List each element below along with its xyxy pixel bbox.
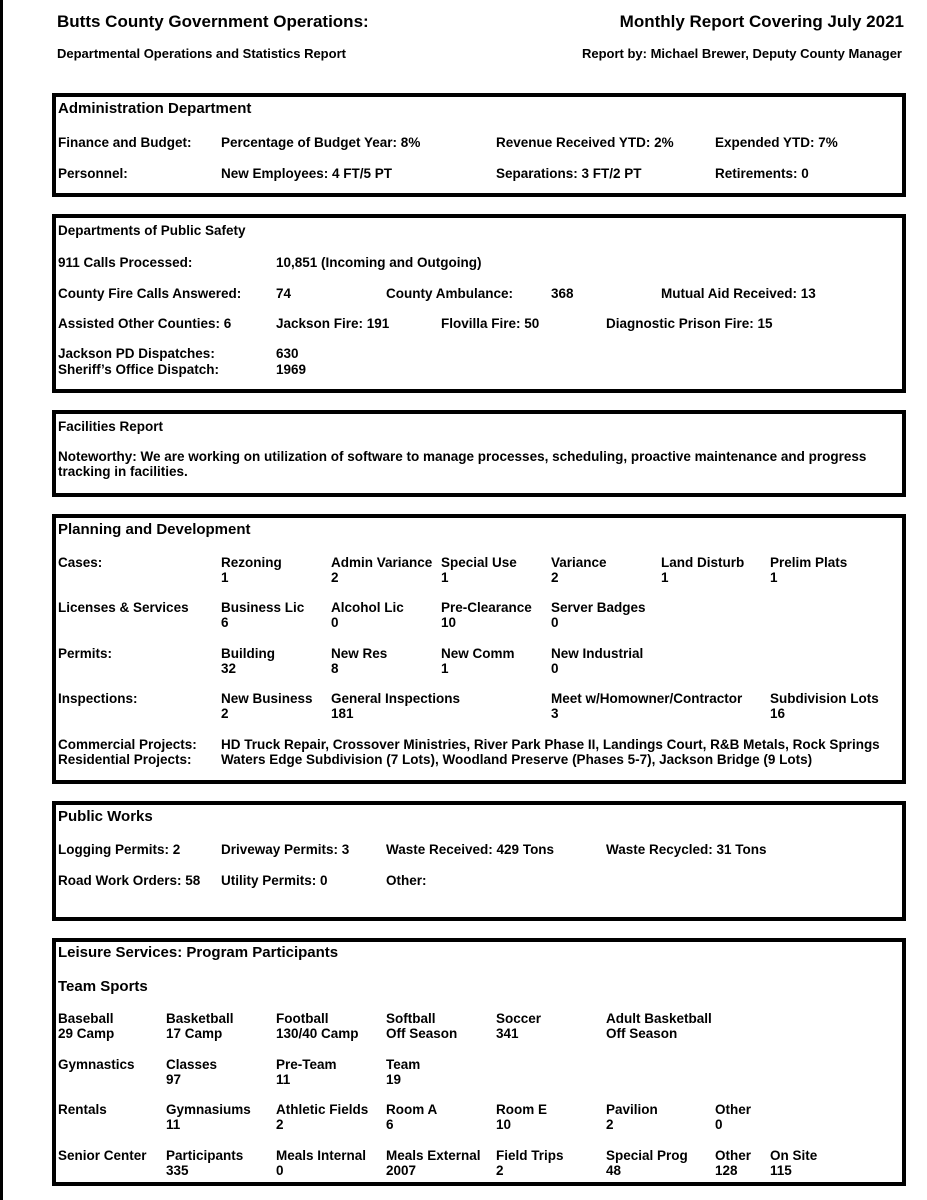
stat-label-team: Team bbox=[386, 1057, 421, 1072]
stat-value-participants: 335 bbox=[166, 1163, 189, 1178]
section-title: Departments of Public Safety bbox=[58, 223, 246, 238]
row-label-gymnastics: Gymnastics bbox=[58, 1057, 135, 1072]
ambulance-label: County Ambulance: bbox=[386, 286, 514, 301]
stat-label-meet-w-homowner-contractor: Meet w/Homowner/Contractor bbox=[551, 691, 743, 706]
stat-label-participants: Participants bbox=[166, 1148, 244, 1163]
row-label-permits: Permits: bbox=[58, 646, 113, 661]
stat-label-admin-variance: Admin Variance bbox=[331, 555, 433, 570]
sheriff-value: 1969 bbox=[276, 362, 307, 377]
stat-value-prelim-plats: 1 bbox=[770, 570, 778, 585]
row-label-licenses-services: Licenses & Services bbox=[58, 600, 189, 615]
stat-value-building: 32 bbox=[221, 661, 237, 676]
stat-label-subdivision-lots: Subdivision Lots bbox=[770, 691, 879, 706]
stat-label-soccer: Soccer bbox=[496, 1011, 542, 1026]
row-label-senior-center: Senior Center bbox=[58, 1148, 147, 1163]
stat-value-rezoning: 1 bbox=[221, 570, 229, 585]
stat-value-basketball: 17 Camp bbox=[166, 1026, 223, 1041]
flovilla-fire-stat: Flovilla Fire: 50 bbox=[441, 316, 540, 331]
logging-permits-stat: Logging Permits: 2 bbox=[58, 842, 181, 857]
revenue-stat: Revenue Received YTD: 2% bbox=[496, 135, 674, 150]
stat-value-other: 128 bbox=[715, 1163, 738, 1178]
team-sports-heading: Team Sports bbox=[58, 978, 148, 995]
stat-label-on-site: On Site bbox=[770, 1148, 818, 1163]
personnel-label: Personnel: bbox=[58, 166, 128, 181]
stat-label-field-trips: Field Trips bbox=[496, 1148, 564, 1163]
expended-stat: Expended YTD: 7% bbox=[715, 135, 838, 150]
stat-value-business-lic: 6 bbox=[221, 615, 229, 630]
stat-label-pavilion: Pavilion bbox=[606, 1102, 658, 1117]
stat-value-alcohol-lic: 0 bbox=[331, 615, 339, 630]
stat-label-meals-internal: Meals Internal bbox=[276, 1148, 367, 1163]
stat-label-pre-clearance: Pre-Clearance bbox=[441, 600, 532, 615]
stat-value-classes: 97 bbox=[166, 1072, 182, 1087]
public-safety-section bbox=[52, 214, 906, 393]
diagnostic-fire-stat: Diagnostic Prison Fire: 15 bbox=[606, 316, 773, 331]
budget-year-stat: Percentage of Budget Year: 8% bbox=[221, 135, 421, 150]
stat-label-new-comm: New Comm bbox=[441, 646, 515, 661]
stat-value-new-industrial: 0 bbox=[551, 661, 559, 676]
stat-value-baseball: 29 Camp bbox=[58, 1026, 115, 1041]
stat-value-team: 19 bbox=[386, 1072, 402, 1087]
administration-section bbox=[52, 93, 906, 197]
stat-label-general-inspections: General Inspections bbox=[331, 691, 461, 706]
stat-value-new-business: 2 bbox=[221, 706, 229, 721]
stat-value-pavilion: 2 bbox=[606, 1117, 614, 1132]
stat-value-special-use: 1 bbox=[441, 570, 449, 585]
separations-stat: Separations: 3 FT/2 PT bbox=[496, 166, 642, 181]
section-title: Facilities Report bbox=[58, 419, 164, 434]
residential-projects-label: Residential Projects: bbox=[58, 752, 192, 767]
stat-value-subdivision-lots: 16 bbox=[770, 706, 786, 721]
stat-label-other: Other bbox=[715, 1102, 752, 1117]
stat-value-new-res: 8 bbox=[331, 661, 339, 676]
stat-label-softball: Softball bbox=[386, 1011, 436, 1026]
report-author: Report by: Michael Brewer, Deputy County Manager bbox=[581, 46, 902, 61]
utility-permits-stat: Utility Permits: 0 bbox=[221, 873, 328, 888]
stat-label-special-prog: Special Prog bbox=[606, 1148, 688, 1163]
stat-value-special-prog: 48 bbox=[606, 1163, 622, 1178]
stat-label-business-lic: Business Lic bbox=[221, 600, 305, 615]
stat-value-meet-w-homowner-contractor: 3 bbox=[551, 706, 559, 721]
commercial-projects-label: Commercial Projects: bbox=[58, 737, 197, 752]
mutual-aid-stat: Mutual Aid Received: 13 bbox=[661, 286, 816, 301]
facilities-note-line1: Noteworthy: We are working on utilization of software to manage processes, scheduling, proactive maintenance and progress bbox=[58, 449, 867, 464]
stat-label-special-use: Special Use bbox=[441, 555, 517, 570]
stat-value-admin-variance: 2 bbox=[331, 570, 339, 585]
fire-calls-label: County Fire Calls Answered: bbox=[58, 286, 242, 301]
stat-label-baseball: Baseball bbox=[58, 1011, 114, 1026]
stat-label-classes: Classes bbox=[166, 1057, 218, 1072]
stat-label-athletic-fields: Athletic Fields bbox=[276, 1102, 369, 1117]
stat-label-new-res: New Res bbox=[331, 646, 388, 661]
jackson-fire-stat: Jackson Fire: 191 bbox=[276, 316, 390, 331]
facilities-section bbox=[52, 410, 906, 497]
stat-value-field-trips: 2 bbox=[496, 1163, 504, 1178]
stat-label-other: Other bbox=[715, 1148, 752, 1163]
stat-value-adult-basketball: Off Season bbox=[606, 1026, 678, 1041]
facilities-note-line2: tracking in facilities. bbox=[58, 464, 188, 479]
row-label-rentals: Rentals bbox=[58, 1102, 107, 1117]
stat-label-gymnasiums: Gymnasiums bbox=[166, 1102, 251, 1117]
stat-label-room-a: Room A bbox=[386, 1102, 438, 1117]
stat-value-variance: 2 bbox=[551, 570, 559, 585]
ambulance-value: 368 bbox=[551, 286, 574, 301]
stat-value-on-site: 115 bbox=[770, 1163, 792, 1178]
stat-value-new-comm: 1 bbox=[441, 661, 449, 676]
driveway-permits-stat: Driveway Permits: 3 bbox=[221, 842, 350, 857]
stat-value-server-badges: 0 bbox=[551, 615, 559, 630]
commercial-projects-value: HD Truck Repair, Crossover Ministries, River Park Phase II, Landings Court, R&B Metals, Rock Springs bbox=[221, 737, 880, 752]
section-title: Public Works bbox=[58, 808, 153, 825]
stat-value-gymnasiums: 11 bbox=[166, 1117, 181, 1132]
waste-recycled-stat: Waste Recycled: 31 Tons bbox=[606, 842, 767, 857]
stat-label-variance: Variance bbox=[551, 555, 607, 570]
stat-value-softball: Off Season bbox=[386, 1026, 458, 1041]
waste-received-stat: Waste Received: 429 Tons bbox=[386, 842, 555, 857]
section-title: Leisure Services: Program Participants bbox=[58, 944, 339, 961]
stat-value-other: 0 bbox=[715, 1117, 723, 1132]
stat-value-pre-clearance: 10 bbox=[441, 615, 457, 630]
stat-label-new-industrial: New Industrial bbox=[551, 646, 644, 661]
calls-value: 10,851 (Incoming and Outgoing) bbox=[276, 255, 482, 270]
row-label-cases: Cases: bbox=[58, 555, 103, 570]
section-title: Planning and Development bbox=[58, 521, 251, 538]
stat-value-football: 130/40 Camp bbox=[276, 1026, 359, 1041]
stat-label-pre-team: Pre-Team bbox=[276, 1057, 337, 1072]
fire-calls-value: 74 bbox=[276, 286, 292, 301]
jackson-pd-label: Jackson PD Dispatches: bbox=[58, 346, 215, 361]
stat-label-building: Building bbox=[221, 646, 275, 661]
stat-value-athletic-fields: 2 bbox=[276, 1117, 284, 1132]
stat-value-general-inspections: 181 bbox=[331, 706, 354, 721]
stat-label-server-badges: Server Badges bbox=[551, 600, 646, 615]
report-period: Monthly Report Covering July 2021 bbox=[619, 12, 904, 31]
stat-value-meals-external: 2007 bbox=[386, 1163, 417, 1178]
road-work-stat: Road Work Orders: 58 bbox=[58, 873, 201, 888]
stat-label-land-disturb: Land Disturb bbox=[661, 555, 745, 570]
page-edge-rule bbox=[0, 0, 3, 1200]
public-works-section bbox=[52, 801, 906, 921]
jackson-pd-value: 630 bbox=[276, 346, 299, 361]
report-title: Butts County Government Operations: bbox=[57, 12, 369, 31]
new-employees-stat: New Employees: 4 FT/5 PT bbox=[221, 166, 393, 181]
report-subtitle: Departmental Operations and Statistics Report bbox=[57, 46, 346, 61]
stat-value-room-e: 10 bbox=[496, 1117, 512, 1132]
stat-value-pre-team: 11 bbox=[276, 1072, 291, 1087]
stat-label-room-e: Room E bbox=[496, 1102, 548, 1117]
sheriff-label: Sheriff’s Office Dispatch: bbox=[58, 362, 220, 377]
residential-projects-value: Waters Edge Subdivision (7 Lots), Woodland Preserve (Phases 5-7), Jackson Bridge (9 Lots) bbox=[221, 752, 813, 767]
stat-value-soccer: 341 bbox=[496, 1026, 519, 1041]
stat-label-adult-basketball: Adult Basketball bbox=[606, 1011, 712, 1026]
assisted-stat: Assisted Other Counties: 6 bbox=[58, 316, 232, 331]
stat-label-meals-external: Meals External bbox=[386, 1148, 481, 1163]
stat-label-alcohol-lic: Alcohol Lic bbox=[331, 600, 404, 615]
stat-value-room-a: 6 bbox=[386, 1117, 394, 1132]
row-label-inspections: Inspections: bbox=[58, 691, 138, 706]
other-stat: Other: bbox=[386, 873, 427, 888]
retirements-stat: Retirements: 0 bbox=[715, 166, 809, 181]
stat-label-rezoning: Rezoning bbox=[221, 555, 282, 570]
finance-label: Finance and Budget: bbox=[58, 135, 192, 150]
stat-value-land-disturb: 1 bbox=[661, 570, 669, 585]
stat-label-football: Football bbox=[276, 1011, 329, 1026]
stat-label-new-business: New Business bbox=[221, 691, 313, 706]
stat-label-prelim-plats: Prelim Plats bbox=[770, 555, 848, 570]
planning-section bbox=[52, 514, 906, 784]
leisure-section bbox=[52, 938, 906, 1186]
section-title: Administration Department bbox=[58, 100, 252, 117]
stat-label-basketball: Basketball bbox=[166, 1011, 234, 1026]
stat-value-meals-internal: 0 bbox=[276, 1163, 284, 1178]
calls-label: 911 Calls Processed: bbox=[58, 255, 193, 270]
